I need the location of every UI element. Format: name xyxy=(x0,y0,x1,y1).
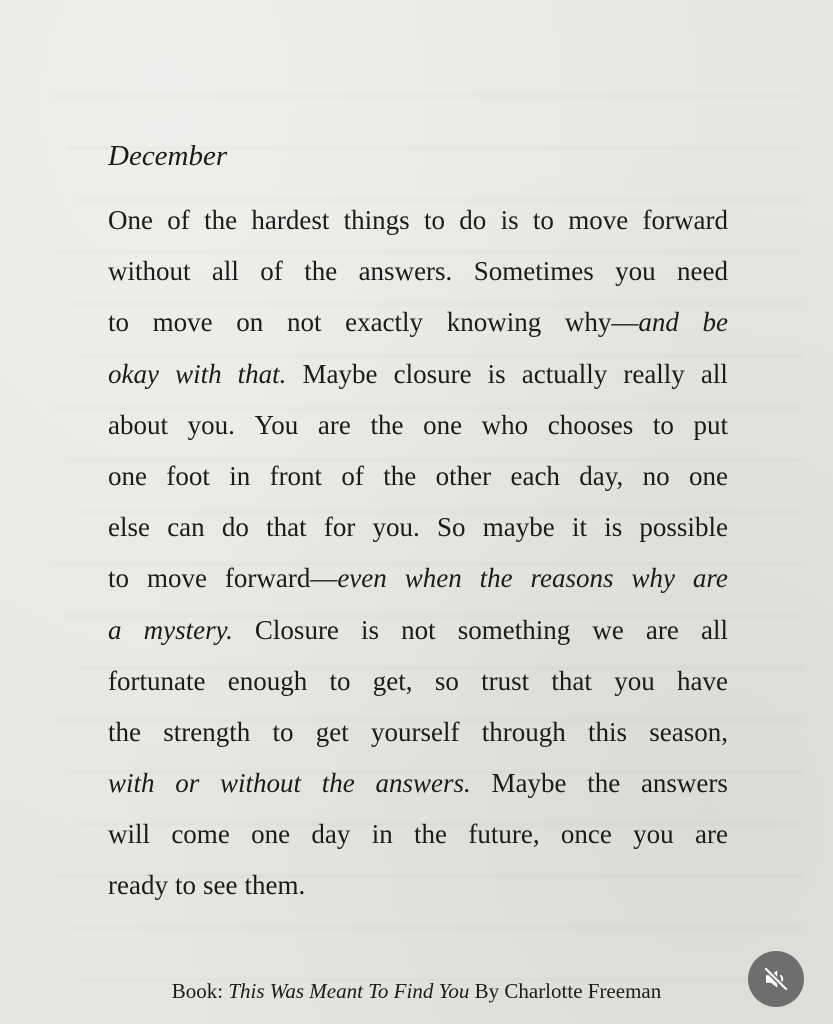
word: why—and xyxy=(564,307,679,338)
word: no xyxy=(642,460,670,491)
word: season, xyxy=(649,716,728,747)
word: why xyxy=(631,563,675,594)
word: the xyxy=(370,409,404,440)
text-line xyxy=(108,863,728,914)
word: come xyxy=(171,819,230,850)
word: exactly xyxy=(345,307,424,338)
word: answers. xyxy=(358,256,453,287)
word: are xyxy=(692,563,728,594)
text-line xyxy=(108,505,728,556)
word: when xyxy=(404,563,462,594)
word: closure xyxy=(393,358,472,389)
word: get, xyxy=(372,665,413,696)
word: one xyxy=(689,460,728,491)
word: of xyxy=(167,205,190,235)
word: you xyxy=(633,819,674,850)
word: one xyxy=(108,460,147,491)
word: about xyxy=(108,409,168,440)
word: yourself xyxy=(371,716,460,747)
book-author: By Charlotte Freeman xyxy=(469,979,662,1003)
word: other xyxy=(435,460,492,491)
word: all xyxy=(211,256,239,287)
word: to xyxy=(108,563,130,594)
word: you xyxy=(614,665,655,696)
word: without xyxy=(220,768,302,799)
word: forward xyxy=(642,205,728,235)
text-line xyxy=(108,556,728,607)
word: chooses xyxy=(547,409,634,440)
word: the xyxy=(479,563,513,594)
word: not xyxy=(401,614,436,645)
word: strength xyxy=(163,716,251,747)
section-heading: December xyxy=(108,140,228,172)
word: is xyxy=(500,205,519,235)
word: Closure xyxy=(254,614,339,645)
word: you. xyxy=(187,409,235,440)
word: move xyxy=(152,307,213,338)
word: of xyxy=(341,460,364,491)
word: You xyxy=(254,409,299,440)
word: future, xyxy=(468,819,540,850)
word: enough xyxy=(227,665,308,696)
word: each xyxy=(510,460,560,491)
word: get xyxy=(315,716,349,747)
book-title: This Was Meant To Find You xyxy=(228,979,470,1003)
word: possible xyxy=(639,512,728,543)
text-line xyxy=(108,761,728,812)
word: to xyxy=(652,409,674,440)
text-line xyxy=(108,812,728,863)
word: is xyxy=(604,512,623,543)
book-credit xyxy=(0,977,833,1005)
word: we xyxy=(592,614,624,645)
word: Maybe xyxy=(491,768,567,799)
word: do xyxy=(221,512,249,543)
word: have xyxy=(676,665,728,696)
word: the xyxy=(304,256,338,287)
word: on xyxy=(236,307,264,338)
word: will xyxy=(108,819,151,850)
word: else xyxy=(108,512,150,543)
bleed-line xyxy=(67,927,803,929)
text-line xyxy=(108,659,728,710)
text-line xyxy=(108,300,728,351)
word: with xyxy=(175,358,222,389)
word: answers xyxy=(640,768,728,799)
word: can xyxy=(167,512,205,543)
word: are xyxy=(694,819,728,850)
word: see xyxy=(202,870,238,901)
word: okay xyxy=(108,358,159,389)
word: things xyxy=(343,205,410,235)
word: put xyxy=(693,409,728,440)
word: them. xyxy=(244,870,306,901)
word: to xyxy=(108,307,130,338)
word: you xyxy=(615,256,656,287)
word: of xyxy=(260,256,283,287)
word: maybe xyxy=(482,512,555,543)
word: all xyxy=(700,614,728,645)
text-line xyxy=(108,352,728,403)
word: ready xyxy=(108,870,168,901)
book-credit-prefix: Book: xyxy=(171,979,229,1003)
word: it xyxy=(571,512,587,543)
word: need xyxy=(676,256,728,287)
word: through xyxy=(481,716,566,747)
word: not xyxy=(286,307,322,338)
word: or xyxy=(175,768,200,799)
text-line xyxy=(108,403,728,454)
word: in xyxy=(371,819,393,850)
word: for xyxy=(323,512,356,543)
word: in xyxy=(229,460,251,491)
word: to xyxy=(174,870,196,901)
mute-button[interactable] xyxy=(748,951,804,1007)
word: the xyxy=(383,460,417,491)
word: move xyxy=(568,205,629,235)
word: all xyxy=(700,358,728,389)
speaker-muted-icon xyxy=(761,964,791,994)
word: without xyxy=(108,256,191,287)
word: Sometimes xyxy=(473,256,594,287)
word: the xyxy=(414,819,448,850)
word: knowing xyxy=(446,307,542,338)
word: So xyxy=(437,512,466,543)
word: something xyxy=(457,614,571,645)
word: fortunate xyxy=(108,665,206,696)
word: with xyxy=(108,768,155,799)
word: forward—even xyxy=(224,563,387,594)
text-line xyxy=(108,608,728,659)
word: really xyxy=(623,358,685,389)
word: trust xyxy=(481,665,530,696)
word: to xyxy=(423,205,445,235)
word: is xyxy=(361,614,380,645)
word: the xyxy=(108,716,141,747)
word: that. xyxy=(237,358,287,389)
word: one xyxy=(251,819,291,850)
word: day, xyxy=(579,460,624,491)
word: One xyxy=(108,205,153,235)
text-line xyxy=(108,249,728,300)
word: who xyxy=(481,409,529,440)
word: answers. xyxy=(375,768,471,799)
word: so xyxy=(434,665,459,696)
word: you. xyxy=(372,512,420,543)
word: are xyxy=(645,614,679,645)
text-line xyxy=(108,198,728,249)
word: day xyxy=(311,819,351,850)
word: the xyxy=(587,768,621,799)
word: once xyxy=(560,819,612,850)
word: to xyxy=(272,716,294,747)
bleed-line xyxy=(55,95,803,97)
word: the xyxy=(321,768,355,799)
word: that xyxy=(266,512,307,543)
word: one xyxy=(423,409,463,440)
text-line xyxy=(108,454,728,505)
word: are xyxy=(317,409,351,440)
passage-text xyxy=(108,198,728,915)
word: mystery. xyxy=(143,614,233,645)
word: front xyxy=(269,460,323,491)
word: reasons xyxy=(530,563,614,594)
word: that xyxy=(551,665,592,696)
word: hardest xyxy=(251,205,330,235)
word: Maybe xyxy=(302,358,378,389)
word: a xyxy=(108,614,122,645)
word: be xyxy=(702,307,728,338)
word: foot xyxy=(166,460,210,491)
word: is xyxy=(487,358,506,389)
word: move xyxy=(146,563,207,594)
word: do xyxy=(459,205,487,235)
word: the xyxy=(204,205,238,235)
word: this xyxy=(588,716,628,747)
text-line xyxy=(108,710,728,761)
word: to xyxy=(329,665,351,696)
word: to xyxy=(532,205,554,235)
word: actually xyxy=(521,358,608,389)
